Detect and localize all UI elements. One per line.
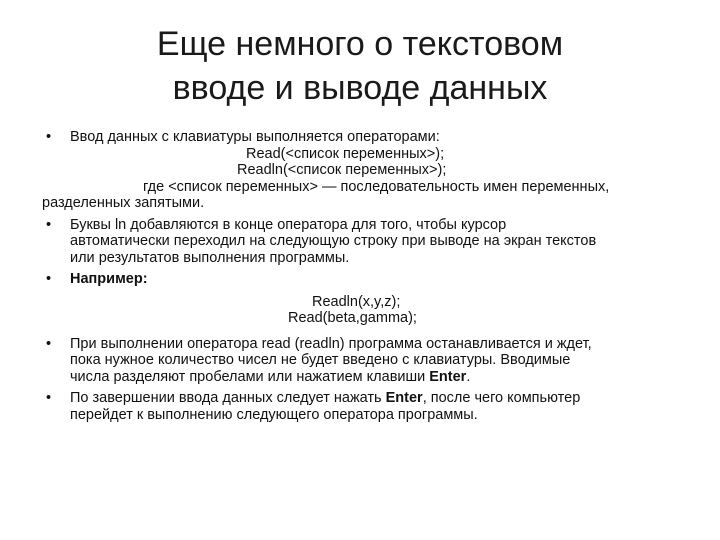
bullet-text-line-3 [70,369,672,386]
slide-body [42,129,672,423]
text-fragment: числа разделяют пробелами или нажатием клавиши [70,368,430,385]
bullet-text-line-1: При выполнении оператора read (readln) программа останавливается и ждет, [70,335,592,352]
bullet-icon: • [46,271,52,287]
bullet-text: Ввод данных с клавиатуры выполняется операторами: [70,129,440,145]
title-line-1: Еще немного о текстовом [156,25,564,63]
bullet-text-line-3: или результатов выполнения программы. [70,249,350,266]
bullet-icon: • [46,390,52,406]
bullet-text-line-2: пока нужное количество чисел не будет введено с клавиатуры. Вводимые [70,352,571,368]
bullet-icon: • [46,335,52,352]
variable-list-explanation-cont: разделенных запятыми. [42,195,205,211]
bullet-icon: • [46,216,52,233]
bullet-finish-input [46,390,672,423]
code-example-read: Read(beta,gamma); [288,310,417,326]
text-fragment: , после чего компьютер [422,390,581,406]
bullet-text-line-2: автоматически переходил на следующую строку при выводе на экран текстов [70,233,597,249]
bullet-icon: • [46,129,52,145]
text-fragment: По завершении ввода данных следует нажать [70,390,386,406]
bullet-text-line-2: перейдет к выполнению следующего оператора программы. [70,406,478,423]
bullet-read-behavior [46,336,672,386]
variable-list-explanation: где <список переменных> — последовательность имен переменных, [143,178,610,195]
bullet-text-line-1 [70,390,672,407]
code-example-readln: Readln(x,y,z); [312,293,401,310]
title-line-2: вводе и выводе данных [172,69,548,107]
text-fragment: . [466,368,471,385]
bullet-input-operators [46,129,672,146]
code-read: Read(<список переменных>); [246,145,445,162]
bullet-ln-suffix [46,217,672,267]
slide-title [0,22,720,110]
bullet-example [46,271,672,288]
enter-key-label: Enter [429,368,467,385]
code-readln: Readln(<список переменных>); [237,162,447,178]
enter-key-label: Enter [385,390,423,406]
bullet-text-line-1: Буквы ln добавляются в конце оператора для того, чтобы курсор [70,216,507,233]
example-label: Например: [70,271,148,287]
